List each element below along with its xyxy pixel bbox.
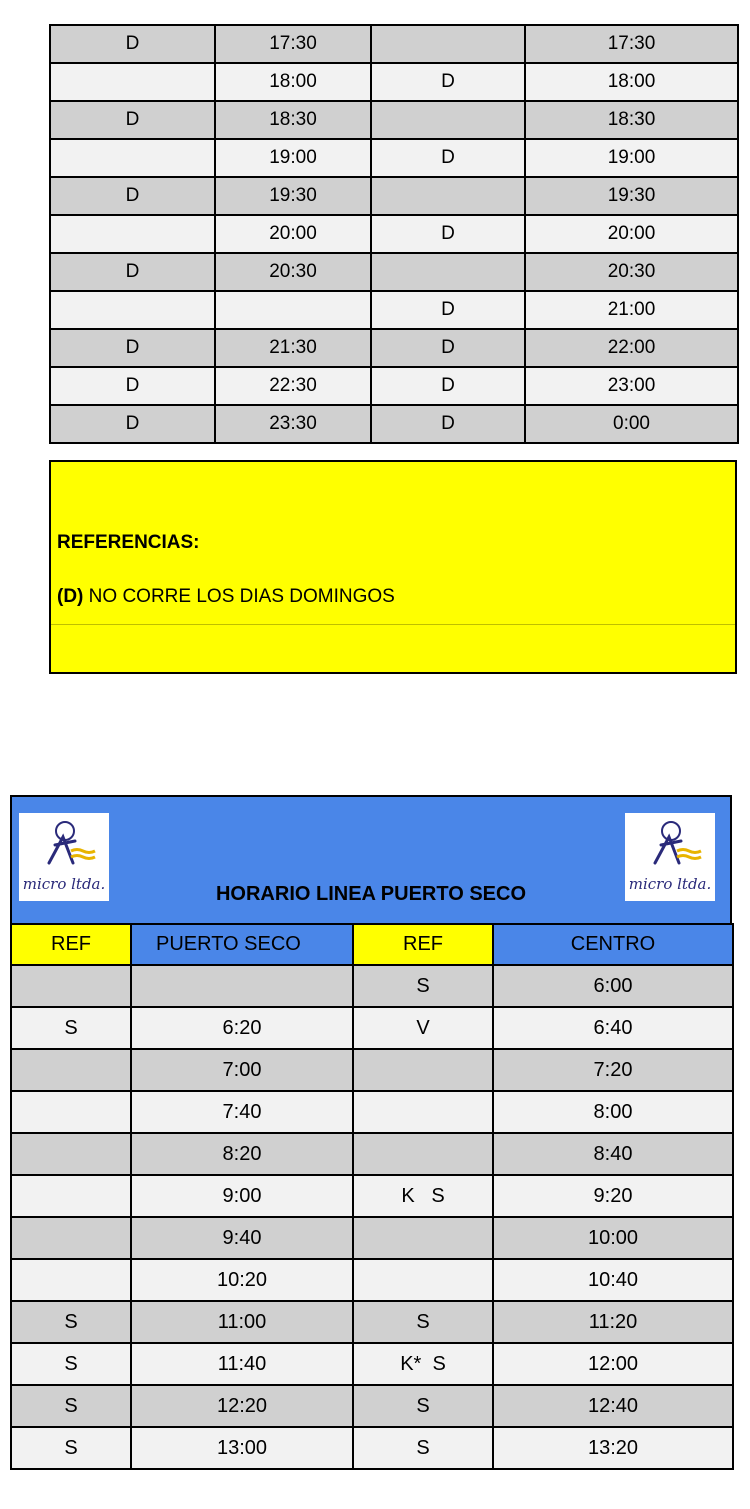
table-header-row: [11, 924, 733, 965]
table-cell: [11, 1259, 131, 1301]
schedule-title: HORARIO LINEA PUERTO SECO: [215, 883, 527, 905]
table-cell: V: [353, 1007, 493, 1049]
table-cell: 9:40: [131, 1217, 353, 1259]
table-row: [11, 1343, 733, 1385]
table-row: [50, 177, 738, 215]
table-cell: S: [353, 1385, 493, 1427]
table-row: [11, 965, 733, 1007]
table-cell: D: [50, 367, 215, 405]
table-cell: 6:40: [493, 1007, 733, 1049]
table-cell: 21:30: [215, 329, 371, 367]
table-row: [50, 329, 738, 367]
table-cell: 19:30: [215, 177, 371, 215]
table-cell: [11, 1133, 131, 1175]
table-cell: 19:30: [525, 177, 738, 215]
table-row: [11, 1175, 733, 1217]
table-cell: 21:00: [525, 291, 738, 329]
table-cell: [11, 1175, 131, 1217]
table-cell: 20:30: [525, 253, 738, 291]
table-row: [50, 63, 738, 101]
table-cell: 11:20: [493, 1301, 733, 1343]
table-cell: [11, 1049, 131, 1091]
header-centro: CENTRO: [493, 924, 733, 965]
table-cell: 18:00: [525, 63, 738, 101]
table-cell: [50, 139, 215, 177]
table-cell: D: [371, 63, 525, 101]
table-cell: 13:20: [493, 1427, 733, 1469]
table-cell: D: [50, 253, 215, 291]
table-cell: 0:00: [525, 405, 738, 443]
table-cell: 12:40: [493, 1385, 733, 1427]
table-cell: D: [50, 405, 215, 443]
puerto-seco-schedule-table: [10, 923, 734, 1470]
table-cell: 12:00: [493, 1343, 733, 1385]
table-cell: 22:30: [215, 367, 371, 405]
table-cell: 9:00: [131, 1175, 353, 1217]
table-cell: [353, 1091, 493, 1133]
table-cell: D: [50, 101, 215, 139]
table-cell: [353, 1049, 493, 1091]
table-cell: D: [371, 405, 525, 443]
table-cell: 19:00: [525, 139, 738, 177]
table-cell: [215, 291, 371, 329]
header-ref-2: REF: [353, 924, 493, 965]
references-box: [49, 460, 737, 674]
table-row: [11, 1217, 733, 1259]
table-row: [50, 253, 738, 291]
table-row: [11, 1133, 733, 1175]
table-cell: 18:00: [215, 63, 371, 101]
header-puerto-seco: PUERTO SECO: [131, 924, 353, 965]
table-cell: 17:30: [525, 25, 738, 63]
table-cell: S: [353, 1427, 493, 1469]
logo-text-left: micro ltda.: [22, 875, 106, 893]
table-cell: 7:00: [131, 1049, 353, 1091]
references-title: REFERENCIAS:: [57, 532, 200, 553]
top-schedule-body: [50, 25, 738, 443]
table-row: [50, 25, 738, 63]
table-cell: 13:00: [131, 1427, 353, 1469]
references-divider: [51, 624, 735, 625]
table-row: [50, 367, 738, 405]
table-cell: 7:20: [493, 1049, 733, 1091]
table-cell: 10:40: [493, 1259, 733, 1301]
table-cell: 20:00: [215, 215, 371, 253]
references-line: [57, 586, 395, 608]
table-cell: 23:00: [525, 367, 738, 405]
table-cell: [50, 215, 215, 253]
table-cell: D: [50, 25, 215, 63]
table-cell: 17:30: [215, 25, 371, 63]
table-cell: 23:30: [215, 405, 371, 443]
runner-logo-icon: [19, 813, 109, 873]
table-cell: [11, 1217, 131, 1259]
table-cell: [353, 1217, 493, 1259]
table-cell: S: [11, 1427, 131, 1469]
table-cell: D: [371, 139, 525, 177]
table-cell: [353, 1259, 493, 1301]
table-row: [11, 1007, 733, 1049]
table-cell: [11, 1091, 131, 1133]
references-text: NO CORRE LOS DIAS DOMINGOS: [83, 586, 395, 607]
table-cell: 8:40: [493, 1133, 733, 1175]
table-cell: K* S: [353, 1343, 493, 1385]
table-row: [11, 1385, 733, 1427]
table-cell: 10:20: [131, 1259, 353, 1301]
table-row: [50, 215, 738, 253]
table-cell: D: [371, 329, 525, 367]
table-cell: S: [11, 1007, 131, 1049]
table-row: [50, 291, 738, 329]
table-cell: 20:30: [215, 253, 371, 291]
logo-text-right: micro ltda.: [628, 875, 712, 893]
table-row: [50, 405, 738, 443]
table-cell: 9:20: [493, 1175, 733, 1217]
table-cell: 11:00: [131, 1301, 353, 1343]
table-cell: D: [50, 329, 215, 367]
table-cell: D: [50, 177, 215, 215]
table-row: [11, 1301, 733, 1343]
table-cell: 19:00: [215, 139, 371, 177]
table-cell: [50, 63, 215, 101]
header-ref-1: REF: [11, 924, 131, 965]
table-cell: 10:00: [493, 1217, 733, 1259]
table-cell: 6:20: [131, 1007, 353, 1049]
puerto-seco-schedule-body: [11, 924, 733, 1469]
table-row: [50, 101, 738, 139]
table-cell: D: [371, 291, 525, 329]
company-logo-right: [625, 813, 715, 901]
table-cell: 8:20: [131, 1133, 353, 1175]
table-row: [11, 1427, 733, 1469]
table-cell: 6:00: [493, 965, 733, 1007]
table-cell: 11:40: [131, 1343, 353, 1385]
schedule-header: [10, 795, 732, 923]
table-cell: K S: [353, 1175, 493, 1217]
table-cell: 18:30: [215, 101, 371, 139]
table-cell: [11, 965, 131, 1007]
table-cell: S: [11, 1385, 131, 1427]
table-cell: [131, 965, 353, 1007]
table-cell: [371, 101, 525, 139]
table-cell: 8:00: [493, 1091, 733, 1133]
top-schedule-table: [49, 24, 739, 444]
table-cell: [371, 253, 525, 291]
table-cell: [371, 25, 525, 63]
table-row: [11, 1091, 733, 1133]
table-cell: S: [11, 1301, 131, 1343]
table-cell: D: [371, 367, 525, 405]
table-cell: S: [353, 1301, 493, 1343]
runner-logo-icon: [625, 813, 715, 873]
table-cell: [353, 1133, 493, 1175]
table-row: [11, 1259, 733, 1301]
table-cell: 12:20: [131, 1385, 353, 1427]
table-row: [50, 139, 738, 177]
table-cell: S: [353, 965, 493, 1007]
table-cell: 22:00: [525, 329, 738, 367]
table-cell: D: [371, 215, 525, 253]
table-cell: 20:00: [525, 215, 738, 253]
table-cell: 18:30: [525, 101, 738, 139]
table-cell: [371, 177, 525, 215]
table-cell: [50, 291, 215, 329]
references-code: (D): [57, 586, 84, 607]
table-cell: 7:40: [131, 1091, 353, 1133]
table-row: [11, 1049, 733, 1091]
table-cell: S: [11, 1343, 131, 1385]
